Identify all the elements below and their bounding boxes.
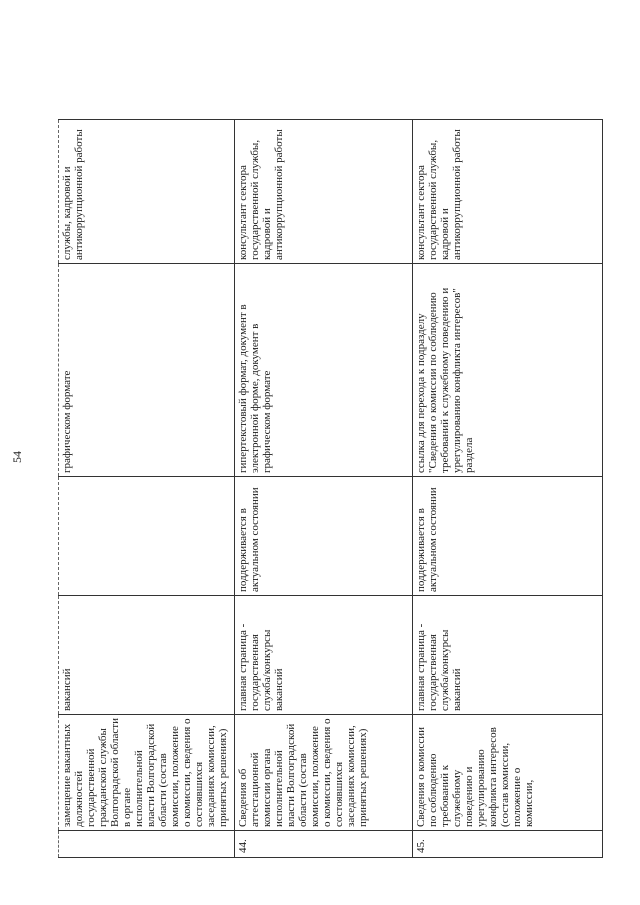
period-cell: поддерживается в актуальном состоянии — [413, 477, 603, 596]
responsible-cell: консультант сектора государственной службы, кадровой и антикоррупционной работы — [235, 120, 413, 264]
row-number — [59, 831, 235, 858]
info-name-cell: Сведения о комиссии по соблюдению требований к служебному поведению и урегулированию конфликта интересов (состав комиссии, положение о комиссии, — [413, 715, 603, 831]
responsible-cell: службы, кадровой и антикоррупционной работы — [59, 120, 235, 264]
row-number: 45. — [413, 831, 603, 858]
info-name-cell: замещение вакантных должностей государственной гражданской службы Волгоградской области в органе исполнительной власти Волгоградской области (состав комиссии, положение о комиссии, сведения о состоявшихся заседаниях комиссии, принятых решениях) — [59, 715, 235, 831]
table-row — [59, 120, 235, 858]
row-number: 44. — [235, 831, 413, 858]
location-cell: вакансий — [59, 596, 235, 715]
info-name-cell: Сведения об аттестационной комиссии органа исполнительной власти Волгоградской области (состав комиссии, положение о комиссии, сведения о состоявшихся заседаниях комиссии, принятых решениях) — [235, 715, 413, 831]
table-row — [413, 120, 603, 858]
format-cell: ссылка для перехода к подразделу "Сведения о комиссии по соблюдению требований к служебному поведению и урегулированию конфликта интересов" раздела — [413, 264, 603, 477]
format-cell: гипертекстовый формат, документ в электронной форме, документ в графическом формате — [235, 264, 413, 477]
period-cell: поддерживается в актуальном состоянии — [235, 477, 413, 596]
location-cell: главная страница - государственная служба/конкурсы вакансий — [413, 596, 603, 715]
responsible-cell: консультант сектора государственной службы, кадровой и антикоррупционной работы — [413, 120, 603, 264]
location-cell: главная страница - государственная служба/конкурсы вакансий — [235, 596, 413, 715]
period-cell — [59, 477, 235, 596]
data-table — [58, 119, 603, 858]
table-row — [235, 120, 413, 858]
page-number: 54 — [10, 451, 24, 463]
format-cell: графическом формате — [59, 264, 235, 477]
rotated-table-container — [58, 120, 602, 858]
